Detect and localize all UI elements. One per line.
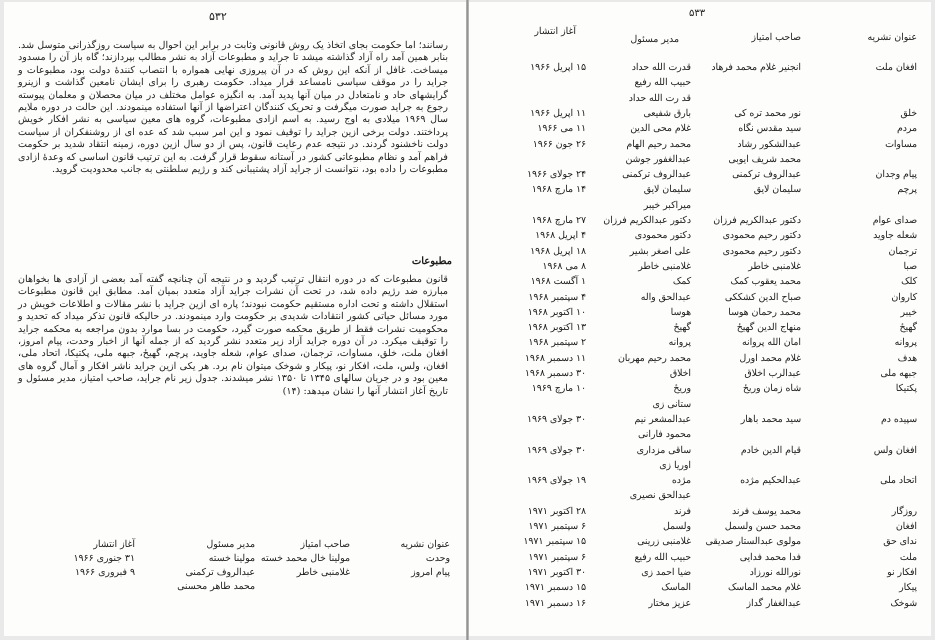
table-cell: ۱۱ دسمبر ۱۹۶۸ [524,352,586,364]
table-cell: ۲۷ مارچ ۱۹۶۸ [531,215,586,226]
table-cell: کلک [901,276,917,288]
column-header: مدیر مسئول [630,34,679,45]
table-cell: عزیز مختار [648,597,691,609]
table-row [469,552,931,564]
table-cell: سید محمد باهار [740,413,801,425]
table-cell: صبا [903,260,917,272]
table-row [469,460,931,472]
table-cell: قدرت الله حداد [631,62,691,73]
table-cell: پیکار [899,582,917,594]
table-cell: ۱۹ جولای ۱۹۶۹ [526,475,586,487]
table-cell: علی اصغر بشیر [629,245,691,257]
table-cell: ۱۰ اکتوبر ۱۹۶۸ [527,306,586,318]
table-cell: ۶ سپتمبر ۱۹۷۱ [528,521,586,532]
table-cell: انجنیر غلام محمد فرهاد [711,62,801,73]
table-cell: مردم [896,123,917,135]
table-cell: غلامنبی خاطر [748,260,801,272]
table-cell: غلام محی الدین [630,123,691,135]
table-cell: خیبر [900,306,917,318]
table-row [18,553,450,567]
table-row [18,567,450,581]
table-cell: عبدالغفار گداز [746,597,801,609]
table-cell: غلامنبی خاطر [296,567,350,578]
table-cell: امان الله پروانه [742,337,801,349]
table-cell: عبدالحق واله [640,291,691,303]
table-row [469,261,931,273]
table-cell: پیام امروز [411,567,450,578]
table-cell: عبدالروف ترکمنی [732,169,801,181]
table-cell: پرچم [897,184,917,196]
table-cell: محمد حسن ولسمل [724,521,801,532]
table-cell: مولینا خسته [208,553,255,564]
table-row [469,154,931,166]
table-cell: حبیب الله رفیع [634,77,691,89]
page-number: ۵۳۲ [209,10,227,23]
table-cell: دکتور عبدالکریم فرزان [603,215,691,226]
table-cell: میراکبر خیبر [643,199,691,211]
table-row [469,598,931,610]
table-cell: محمود فارانی [638,429,691,441]
table-cell: مولینا خال محمد خسته [260,553,350,564]
section-heading: مطبوعات [411,256,452,267]
table-row [469,93,931,105]
table-cell: پکتیکا [895,383,917,395]
publications-table [18,539,450,595]
table-cell: ۱۳ اکتوبر ۱۹۶۸ [527,322,586,334]
table-cell: صباح الدین کشککی [724,291,801,303]
table-cell: ۱۵ دسمبر ۱۹۷۱ [524,582,586,594]
table-cell: عبدالحکیم مژده [740,475,801,487]
table-row [469,445,931,457]
table-cell: ۴ سپتمبر ۱۹۶۸ [528,291,586,303]
table-cell: وحدت [425,553,450,564]
table-row [469,200,931,212]
table-row [469,322,931,334]
left-page [4,2,466,636]
table-row [469,215,931,227]
table-cell: عبدالمشعر نیم [634,413,691,425]
table-cell: ولسمل [662,521,691,532]
table-cell: عبدالغفور جوشن [625,153,691,165]
table-cell: پروانه [668,337,691,349]
table-cell: شوخک [890,597,917,609]
table-cell: اوریا زی [659,459,691,471]
table-cell: ۱۴ مارچ ۱۹۶۸ [531,184,586,196]
table-cell: ۲۸ اکتوبر ۱۹۷۱ [527,505,586,517]
table-cell: ۹ فبروری ۱۹۶۶ [74,567,135,578]
table-cell: ۸ می ۱۹۶۸ [542,260,586,272]
table-cell: اتحاد ملی [880,475,917,487]
table-cell: قد رت الله حداد [628,92,691,104]
table-row [18,581,450,595]
table-cell: سلیمان لایق [753,184,801,196]
table-cell: ترجمان [888,245,917,257]
table-cell: عبدالروف ترکمنی [622,169,691,181]
table-cell: صدای عوام [872,215,917,226]
table-cell: محمد یوسف فرند [732,505,801,517]
table-cell: ۳۰ اکتوبر ۱۹۷۱ [527,566,586,578]
table-cell: افغان [895,521,917,532]
table-cell: ۲۶ جون ۱۹۶۶ [532,138,586,150]
table-cell: ۳۱ جنوری ۱۹۶۶ [73,553,135,564]
table-cell: پیام وجدان [875,169,917,181]
table-cell: افغان ملت [875,62,917,73]
table-row [469,230,931,242]
table-cell: فدا محمد فدایی [739,551,801,563]
table-row [469,337,931,349]
table-row [469,536,931,548]
table-cell: ۶ سپتمبر ۱۹۷۱ [528,551,586,563]
table-cell: دکتور رحیم محمودی [722,245,801,257]
table-cell: نور محمد تره کی [734,107,801,119]
column-header: مدیر مسئول [206,539,255,550]
table-cell: ملت [899,551,917,563]
column-header: صاحب امتیاز [751,32,801,43]
table-row [469,475,931,487]
table-cell: ندای حق [883,536,917,548]
table-cell: عبدالشکور رشاد [737,138,801,150]
table-row [469,506,931,518]
table-cell: سید مقدس نگاه [738,123,801,135]
table-cell: عبدالحق نصیری [629,490,691,502]
table-cell: افغان ولس [873,444,917,456]
table-row [469,139,931,151]
table-cell: ساقی مزداری [636,444,691,456]
table-row [469,414,931,426]
table-row [469,368,931,380]
table-row [469,582,931,594]
table-row [469,123,931,135]
table-cell: ۱۸ اپریل ۱۹۶۸ [530,245,586,257]
table-cell: سپیده دم [880,413,917,425]
table-cell: دکتور رحیم محمودی [722,230,801,242]
table-cell: کمک [672,276,691,288]
table-row [469,108,931,120]
table-cell: بارق شفیعی [643,107,691,119]
table-cell: عبدالروف ترکمنی [185,567,255,578]
table-row [469,429,931,441]
table-cell: ۳۰ جولای ۱۹۶۹ [526,413,586,425]
table-cell: نورالله نورزاد [749,566,801,578]
table-row [469,62,931,74]
table-cell: حبیب الله رفیع [634,551,691,563]
table-cell: ۱۶ دسمبر ۱۹۷۱ [524,597,586,609]
table-cell: غلام محمد الماسک [727,582,801,594]
table-row [469,353,931,365]
body-paragraph: رسانند؛ اما حکومت بجای اتخاذ یک روش قانونی وثابت در برابر این احوال به سیاست روزگذرانی متوسل شد. بنابر همین آمد راه آزاد گذاشته میشد تا جراید و مطبوعات آزاد به نشر مطالب بپردازند؛ گاه باز آن را مسدود میساخت. غافل از آنکه این روش که در آن پیروزی نهایی همواره با انتصاب کنندۀ دولت بود، مطبوعات و جراید را در موقف سیاسی نامساعد قرار میداد. حکومت رهبری را برای ایشان نامعین گذاشت و ازینرو گرایشهای حاد و نامتعادل در میان آنها پدید آمد. به انگیزه عوامل مختلف در میان محصلان و معلمان پیوسته رجوع به جراید صورت میگرفت و تحریک کنندگان اعتراضها از آنها استفاده مینمودند. این حالت در دوره ملایم سال ۱۹۶۹ میلادی به اوج رسید. به اسم ازادی مطبوعات، گروه های معین سیاسی به نشر افکار خویش پرداختند. دولت برخی ازین جراید را توقیف نمود و این امر سبب شد که عده ای از روشنفکران از سیاست دولت ناخشنود گردند. در نتیجه عدم رعایت قانون، پس از دو سال ازین دوره، زمینه انتقاد شدید بر حکومت فراهم آمد و نظام مطبوعاتی کشور در آستانه سقوط قرار گرفت. به این ترتیب قانون اساسی که وعدۀ ازادی مطبوعات را داده بود، نتوانست از جراید آزاد پشتیبانی کند و رژیم سلطنتی به جانب محدودیت گروید. [18,40,449,176]
table-row [469,292,931,304]
table-row [469,169,931,181]
table-cell: غلامنبی زرینی [637,536,691,548]
table-cell: ۱۰ مارچ ۱۹۶۹ [531,383,586,395]
table-row [469,276,931,288]
table-header-row [18,539,450,553]
table-cell: مژده [671,475,691,487]
table-cell: ۱۵ اپریل ۱۹۶۶ [530,62,586,73]
body-paragraph: قانون مطبوعات که در دوره انتقال ترتیب گردید و در نتیجه آن چنانچه گفته آمد بعضی از آزادی ها بخواهان مبارزه ضد رژیم داده شد، در تحت آن نشرات جراید آزاد متعدد بمیان آمد. مطابق این قانون مطبوعات استقلال داشته و تحت اداره مستقیم حکومت نبودند؛ پاره ای ازین جراید با نشر مقالات و اطلاعات خویش در مورد مسائل حیاتی کشور انتقادات شدیدی بر حکومت وارد مینمودند. در حالیکه قانون تذکر میداد که تحدید و محکومیت نشرات فقط از طریق محکمه صورت گیرد، حکومت در بسا موارد بدون مراجعه به محکمه جراید را توقیف میکرد. در آن دوره جراید آزاد زیر متعدد نشر گردید که از جمله آنها از اخبار وحدت، پیام امروز، افغان ملت، خلق، مساوات، ترجمان، صدای عوام، شعله جاوید، پرچم، گهیځ، جبهه ملی، پکتیکا، اتحاد ملی، افغان، ولس، ملت، افکار نو، پیکار و شوخک میتوان نام برد. هر یکی ازین جراید ناشر افکار و آمال گروه های معین بود و در جریان سالهای ۱۳۴۵ تا ۱۳۵۰ نشر میشدند. جدول زیر نام جراید، صاحب امتیاز، مدیر مسئول و تاریخ آغاز انتشار آنها را نشان میدهد: (۱۴) [18,274,448,397]
table-cell: وریځ [673,383,691,395]
table-cell: قیام الدین خادم [740,444,801,456]
table-cell: عبدالرب اخلاق [744,368,801,379]
table-cell: شعله جاوید [873,230,917,242]
table-cell: مساوات [885,138,917,150]
table-cell: ۳۰ دسمبر ۱۹۶۸ [524,368,586,379]
table-cell: دکتور عبدالکریم فرزان [713,215,801,226]
table-cell: گهیځ [673,322,691,334]
table-cell: ستانی زی [652,398,691,410]
table-cell: دکتور محمودی [634,230,691,242]
table-cell: ۲ سپتمبر ۱۹۶۸ [528,337,586,349]
column-header: عنوان نشریه [400,539,450,550]
table-cell: شاه زمان وریځ [742,383,801,395]
column-header: عنوان نشریه [867,32,917,43]
table-cell: اخلاق [669,368,691,379]
right-page [469,2,931,636]
table-cell: فرند [673,505,691,517]
table-row [469,246,931,258]
table-cell: افکار نو [887,566,917,578]
table-cell: محمد رحمان هوسا [728,306,801,318]
table-cell: ۱۵ سپتمبر ۱۹۷۱ [523,536,586,548]
table-cell: سلیمان لایق [643,184,691,196]
table-row [469,184,931,196]
table-cell: محمد یعقوب کمک [730,276,801,288]
table-cell: الماسک [661,582,691,594]
table-cell: ضیا احمد زی [641,566,691,578]
table-cell: هدف [897,352,917,364]
table-cell: غلامنبی خاطر [638,260,691,272]
table-cell: محمد رحیم مهربان [617,352,691,364]
table-row [469,77,931,89]
table-cell: محمد رحیم الهام [626,138,691,150]
table-header-row [469,26,931,56]
table-cell: غلام محمد اورل [739,352,801,364]
column-header: صاحب امتیاز [300,539,350,550]
table-cell: پروانه [894,337,917,349]
table-cell: روزگار [891,505,917,517]
table-cell: گهیځ [899,322,917,334]
table-row [469,399,931,411]
table-cell: هوسا [670,306,691,318]
table-cell: ۳۰ جولای ۱۹۶۹ [526,444,586,456]
column-header: آغاز انتشار [534,26,576,37]
table-row [469,521,931,533]
table-cell: محمد طاهر محسنی [177,581,255,592]
table-cell: ۲۴ جولای ۱۹۶۶ [526,169,586,181]
table-cell: کاروان [891,291,917,303]
table-cell: منهاج الدین گهیځ [736,322,801,334]
table-cell: محمد شریف ایوبی [728,153,801,165]
table-cell: خلق [900,107,917,119]
table-cell: ۱ آگست ۱۹۶۸ [530,276,586,288]
table-row [469,307,931,319]
table-cell: ۱۱ می ۱۹۶۶ [537,123,586,135]
table-cell: مولوی عبدالستار صدیقی [705,536,801,548]
table-row [469,383,931,395]
table-row [469,567,931,579]
table-cell: ۴ اپریل ۱۹۶۸ [535,230,586,242]
table-cell: جبهه ملی [880,368,917,379]
table-cell: ۱۱ اپریل ۱۹۶۶ [530,107,586,119]
page-number: ۵۳۳ [689,8,706,19]
table-row [469,490,931,502]
column-header: آغاز انتشار [93,539,135,550]
